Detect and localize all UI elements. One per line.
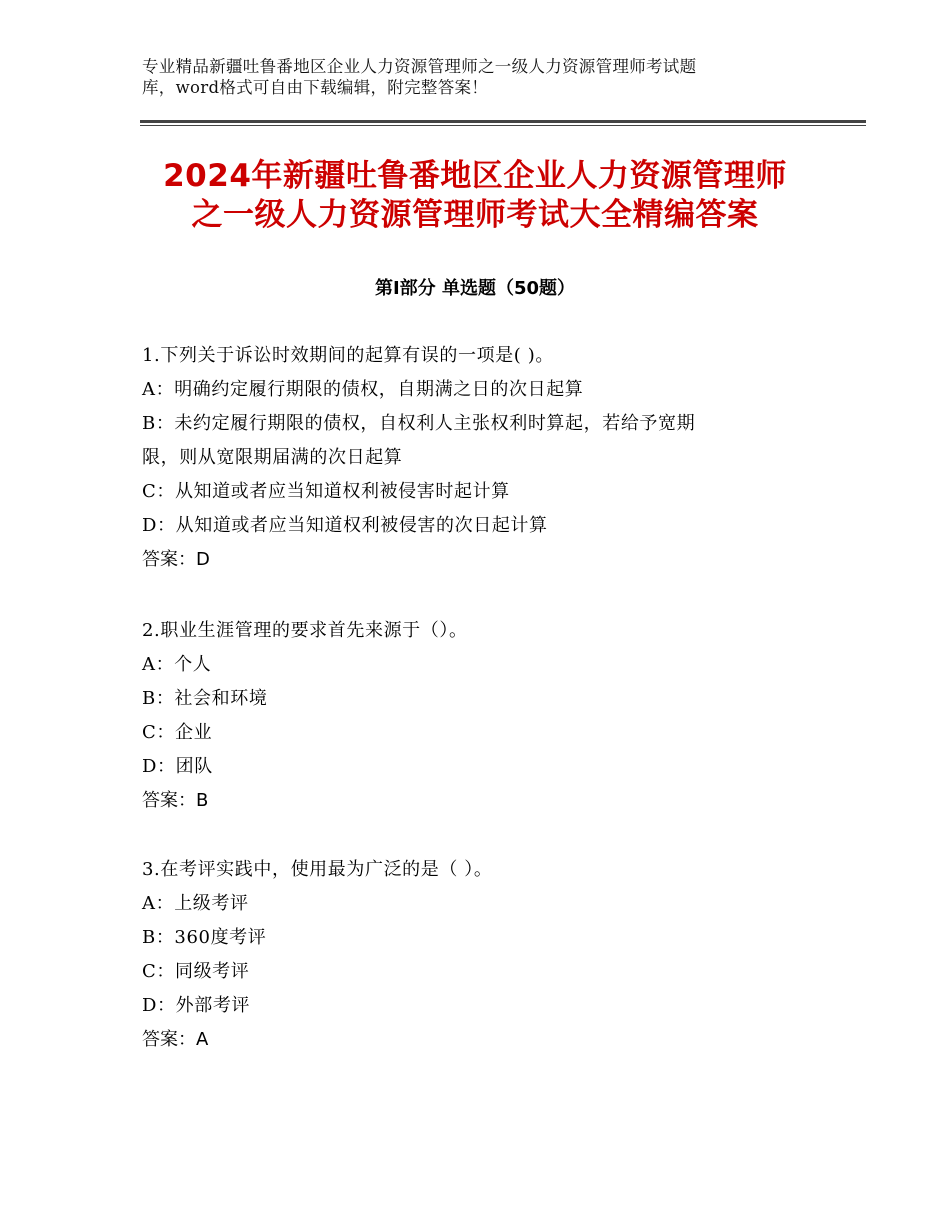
- document-title-line-2: 之一级人力资源管理师考试大全精编答案: [191, 197, 759, 233]
- header-rule-thin: [140, 125, 866, 126]
- option-b: B：360度考评: [142, 927, 267, 948]
- question-2: [142, 614, 802, 818]
- option-a: A：明确约定履行期限的债权，自期满之日的次日起算: [142, 379, 584, 400]
- question-1: [142, 339, 802, 577]
- option-a: A：个人: [142, 654, 212, 675]
- question-stem: 3.在考评实践中，使用最为广泛的是（ ）。: [142, 859, 493, 880]
- question-stem: 1.下列关于诉讼时效期间的起算有误的一项是( )。: [142, 345, 554, 366]
- document-title: [100, 157, 850, 235]
- option-d: D：从知道或者应当知道权利被侵害的次日起计算: [142, 515, 548, 536]
- option-a: A：上级考评: [142, 893, 249, 914]
- option-b: B：未约定履行期限的债权，自权利人主张权利时算起，若给予宽期: [142, 413, 696, 434]
- option-d: D：团队: [142, 756, 213, 777]
- option-c: C：同级考评: [142, 961, 250, 982]
- answer: 答案：D: [142, 549, 210, 570]
- option-d: D：外部考评: [142, 995, 251, 1016]
- document-title-line-1: 2024年新疆吐鲁番地区企业人力资源管理师: [163, 158, 787, 194]
- option-b: B：社会和环境: [142, 688, 268, 709]
- answer: 答案：B: [142, 790, 209, 811]
- question-3: [142, 853, 802, 1057]
- option-c: C：企业: [142, 722, 213, 743]
- section-heading: 第Ⅰ部分 单选题（50题）: [374, 278, 575, 299]
- option-b-continuation: 限，则从宽限期届满的次日起算: [142, 447, 403, 468]
- answer: 答案：A: [142, 1029, 209, 1050]
- header-note-line-2: 库，word格式可自由下载编辑，附完整答案！: [142, 78, 489, 97]
- header-note-line-1: 专业精品新疆吐鲁番地区企业人力资源管理师之一级人力资源管理师考试题: [142, 57, 697, 76]
- option-c: C：从知道或者应当知道权利被侵害时起计算: [142, 481, 510, 502]
- header-rule-thick: [140, 120, 866, 123]
- header-note: [142, 56, 802, 98]
- question-stem: 2.职业生涯管理的要求首先来源于（）。: [142, 620, 468, 641]
